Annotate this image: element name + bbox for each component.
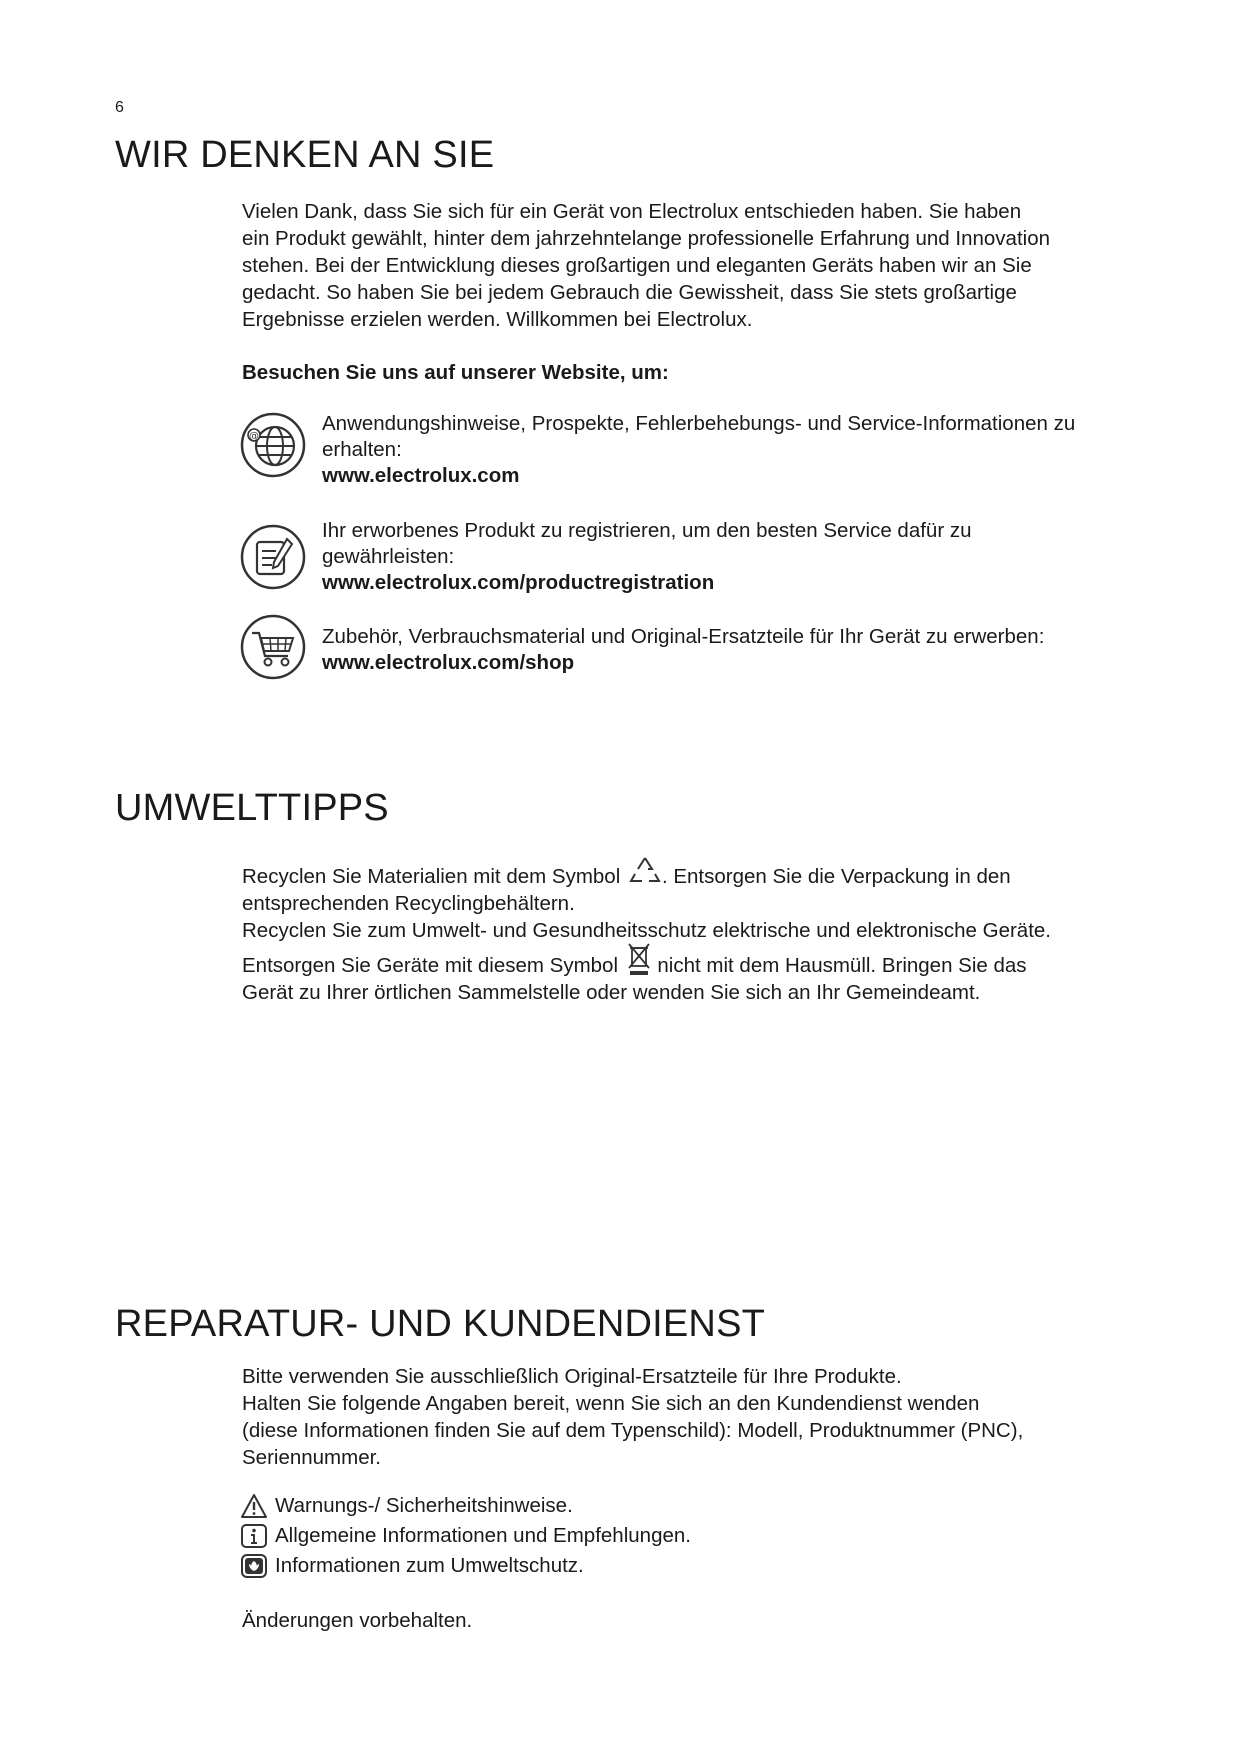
disposal-paragraph (242, 952, 1142, 1006)
footer-note: Änderungen vorbehalten. (242, 1609, 473, 1632)
recycle-text: . Entsorgen Sie die Verpackung in den (661, 865, 1011, 888)
disposal-text: Entsorgen Sie Geräte mit diesem Symbol (242, 954, 618, 977)
globe-icon (240, 412, 306, 478)
page-number: 6 (115, 99, 124, 116)
crossed-bin-icon (626, 942, 652, 976)
visit-item-support (322, 411, 1152, 489)
service-paragraph (242, 1363, 1142, 1471)
warning-icon (240, 1493, 268, 1519)
visit-item-line: Anwendungshinweise, Prospekte, Fehlerbehebungs- und Service-Informationen zu (322, 412, 1076, 435)
url-shop[interactable]: www.electrolux.com/shop (322, 651, 575, 674)
visit-item-line: erhalten: (322, 438, 402, 461)
intro-line: stehen. Bei der Entwicklung dieses großartigen und eleganten Geräts haben wir an Sie (242, 254, 1032, 277)
service-line: Seriennummer. (242, 1446, 382, 1469)
shopping-cart-icon (240, 614, 306, 680)
intro-line: Vielen Dank, dass Sie sich für ein Gerät von Electrolux entschieden haben. Sie haben (242, 200, 1022, 223)
recycle-text: entsprechenden Recyclingbehältern. (242, 892, 575, 915)
info-icon (240, 1523, 268, 1549)
section-title-umwelttipps: UMWELTTIPPS (115, 787, 389, 829)
legend-label: Warnungs-/ Sicherheitshinweise. (275, 1494, 573, 1517)
legend-label: Allgemeine Informationen und Empfehlungen. (275, 1524, 691, 1547)
url-electrolux[interactable]: www.electrolux.com (322, 464, 520, 487)
service-line: Bitte verwenden Sie ausschließlich Original-Ersatzteile für Ihre Produkte. (242, 1365, 902, 1388)
disposal-text: nicht mit dem Hausmüll. Bringen Sie das (651, 954, 1027, 977)
legend-warning (240, 1491, 573, 1521)
intro-paragraph (242, 198, 1142, 333)
recycle-text: Recyclen Sie zum Umwelt- und Gesundheitsschutz elektrische und elektronische Geräte. (242, 919, 1051, 942)
url-productregistration[interactable]: www.electrolux.com/productregistration (322, 571, 715, 594)
legend-label: Informationen zum Umweltschutz. (275, 1554, 584, 1577)
intro-line: gedacht. So haben Sie bei jedem Gebrauch die Gewissheit, dass Sie stets großartige (242, 281, 1017, 304)
visit-item-line: Zubehör, Verbrauchsmaterial und Original-Ersatzteile für Ihr Gerät zu erwerben: (322, 625, 1045, 648)
section-title-wir-denken: WIR DENKEN AN SIE (115, 134, 495, 176)
environment-icon (240, 1553, 268, 1579)
visit-item-registration (322, 518, 1152, 596)
legend-environment (240, 1551, 584, 1581)
svg-text:@: @ (249, 431, 259, 442)
recycle-text: Recyclen Sie Materialien mit dem Symbol (242, 865, 621, 888)
intro-line: ein Produkt gewählt, hinter dem jahrzehntelange professionelle Erfahrung und Innovation (242, 227, 1050, 250)
legend-info (240, 1521, 691, 1551)
recycling-paragraph (242, 863, 1142, 944)
service-line: (diese Informationen finden Sie auf dem Typenschild): Modell, Produktnummer (PNC), (242, 1419, 1024, 1442)
section-title-reparatur: REPARATUR- UND KUNDENDIENST (115, 1303, 766, 1345)
visit-item-line: gewährleisten: (322, 545, 455, 568)
intro-line: Ergebnisse erzielen werden. Willkommen bei Electrolux. (242, 308, 753, 331)
registration-icon (240, 524, 306, 590)
disposal-text: Gerät zu Ihrer örtlichen Sammelstelle oder wenden Sie sich an Ihr Gemeindeamt. (242, 981, 981, 1004)
service-line: Halten Sie folgende Angaben bereit, wenn Sie sich an den Kundendienst wenden (242, 1392, 980, 1415)
visit-item-line: Ihr erworbenes Produkt zu registrieren, um den besten Service dafür zu (322, 519, 972, 542)
recycle-symbol-icon (628, 855, 662, 887)
visit-item-shop (322, 624, 1152, 676)
visit-heading: Besuchen Sie uns auf unserer Website, um: (242, 361, 669, 384)
